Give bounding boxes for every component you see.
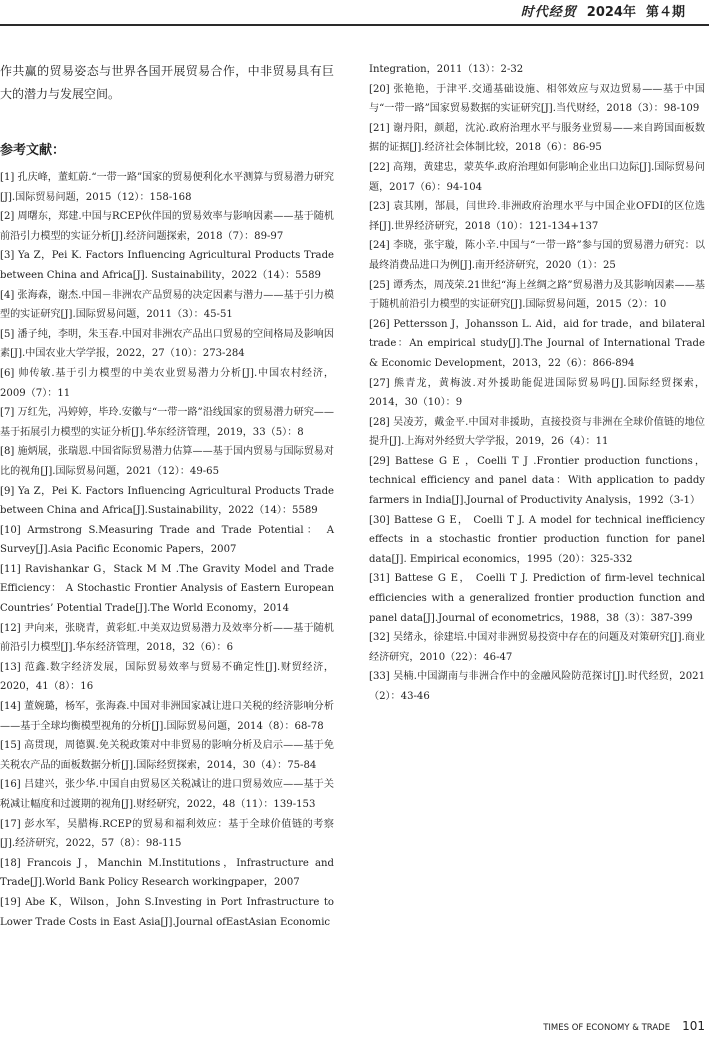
issue-number: 第４期 — [645, 4, 685, 20]
reference-item: [26] Pettersson J，Johansson L. Aid，aid for trade，and bilateral trade：An empirical study[J].The Journal of International Trade & Economic Development，2013，22（6）：866-894 — [369, 318, 705, 369]
reference-item: [1] 孔庆峰，董虹蔚.“一带一路”国家的贸易便利化水平测算与贸易潜力研究[J].国际贸易问题，2015（12）：158-168 — [0, 172, 334, 203]
page-number: 101 — [682, 1019, 705, 1033]
reference-item: [31] Battese G E， Coelli T J. Prediction of firm-level technical efficiencies with a generalized frontier production function and panel data[J].Journal of econometrics，1988，38（3）：387-399 — [369, 573, 705, 624]
reference-item: [21] 谢丹阳，颜超，沈沁.政府治理水平与服务业贸易——来自跨国面板数据的证据[J].经济社会体制比较，2018（6）：86-95 — [369, 122, 705, 154]
reference-item: Integration，2011（13）：2-32 — [369, 64, 524, 75]
reference-item: [24] 李晓，张宇璇，陈小辛.中国与“一带一路”参与国的贸易潜力研究：以最终消费品进口为例[J].南开经济研究，2020（1）：25 — [369, 240, 705, 271]
footer-journal-name: TIMES OF ECONOMY & TRADE — [543, 1023, 671, 1033]
reference-item: [30] Battese G E， Coelli T J. A model for technical inefficiency effects in a stochastic frontier production function for panel data[J]. Empirical economics，1995（20）：325-332 — [369, 514, 705, 565]
reference-item: [32] 吴绪永，徐建培.中国对非洲贸易投资中存在的问题及对策研究[J].商业经济研究，2010（22）：46-47 — [369, 632, 705, 663]
reference-item: [11] Ravishankar G，Stack M M .The Gravity Model and Trade Efficiency： A Stochastic Frontier Analysis of Eastern European Countries’ Potential Trade[J].The World Economy，2014 — [0, 563, 334, 615]
reference-item: [15] 高贯现，周德翼.免关税政策对中非贸易的影响分析及启示——基于免关税农产品的面板数据分析[J].国际经贸探索，2014，30（4）：75-84 — [0, 740, 334, 771]
reference-item: [14] 董婉璐，杨军，张海森.中国对非洲国家减让进口关税的经济影响分析——基于全球均衡模型视角的分析[J].国际贸易问题，2014（8）：68-78 — [0, 701, 334, 732]
reference-item: [8] 施炳展，张瑞恩.中国省际贸易潜力估算——基于国内贸易与国际贸易对比的视角[J].国际贸易问题，2021（12）：49-65 — [0, 446, 334, 477]
reference-item: [6] 帅传敏.基于引力模型的中美农业贸易潜力分析[J].中国农村经济，2009（7）：11 — [0, 367, 334, 399]
reference-item: [5] 潘子纯，李明，朱玉春.中国对非洲农产品出口贸易的空间格局及影响因素[J].中国农业大学学报，2022，27（10）：273-284 — [0, 328, 334, 360]
reference-item: [18] Francois J，Manchin M.Institutions，Infrastructure and Trade[J].World Bank Policy Research workingpaper，2007 — [0, 857, 334, 889]
reference-item: [2] 周曙东，郑建.中国与RCEP伙伴国的贸易效率与影响因素——基于随机前沿引力模型的实证分析[J].经济问题探索，2018（7）：89-97 — [0, 211, 334, 242]
reference-item: [13] 范鑫.数字经济发展，国际贸易效率与贸易不确定性[J].财贸经济，2020，41（8）：16 — [0, 661, 334, 693]
reference-item: [9] Ya Z，Pei K. Factors Influencing Agricultural Products Trade between China and Africa[J].Sustainability，2022（14）：5589 — [0, 485, 334, 517]
running-header — [521, 0, 685, 20]
reference-item: [3] Ya Z，Pei K. Factors Influencing Agricultural Products Trade between China and Africa[J]. Sustainability，2022（14）：5589 — [0, 250, 334, 281]
intro-paragraph: 作共赢的贸易姿态与世界各国开展贸易合作，中非贸易具有巨大的潜力与发展空间。 — [0, 64, 334, 101]
reference-item: [27] 熊青龙，黄梅波.对外援助能促进国际贸易吗[J].国际经贸探索，2014，30（10）：9 — [369, 377, 705, 409]
reference-item: [16] 吕建兴，张少华.中国自由贸易区关税减让的进口贸易效应——基于关税减让幅度和过渡期的视角[J].财经研究，2022，48（11）：139-153 — [0, 779, 334, 810]
right-reference-list — [369, 60, 705, 707]
reference-item: [28] 吴凌芳，戴金平.中国对非援助，直接投资与非洲在全球价值链的地位提升[J].上海对外经贸大学学报，2019，26（4）：11 — [369, 416, 705, 448]
reference-item: [19] Abe K，Wilson，John S.Investing in Port Infrastructure to Lower Trade Costs in East Asia[J].Journal ofEastAsian Economic — [0, 896, 334, 928]
reference-item: [4] 张海森，谢杰.中国－非洲农产品贸易的决定因素与潜力——基于引力模型的实证研究[J].国际贸易问题，2011（3）：45-51 — [0, 289, 334, 321]
header-rule — [0, 24, 709, 26]
reference-item: [7] 万红先，冯婷婷，毕玲.安徽与“一带一路”沿线国家的贸易潜力研究——基于拓展引力模型的实证分析[J].华东经济管理，2019，33（5）：8 — [0, 407, 334, 438]
reference-item: [29] Battese G E ，Coelli T J .Frontier production functions，technical efficiency and panel data：With application to paddy farmers in India[J].Journal of Productivity Analysis，1992（3-1） — [369, 455, 705, 507]
left-reference-list — [0, 168, 334, 932]
reference-item: [25] 谭秀杰，周茂荣.21世纪“海上丝绸之路”贸易潜力及其影响因素——基于随机前沿引力模型的实证研究[J].国际贸易问题，2015（2）：10 — [369, 279, 705, 311]
references-heading: 参考文献： — [0, 143, 66, 158]
left-column — [0, 60, 334, 932]
issue-year: 2024年 — [586, 4, 636, 20]
reference-item: [17] 彭水军，吴腊梅.RCEP的贸易和福利效应：基于全球价值链的考察[J].经济研究，2022，57（8）：98-115 — [0, 818, 334, 850]
journal-brand: 时代经贸 — [520, 4, 577, 20]
reference-item: [22] 高翔，黄建忠，蒙英华.政府治理如何影响企业出口边际[J].国际贸易问题，2017（6）：94-104 — [369, 161, 705, 193]
page-footer — [543, 1019, 705, 1033]
reference-item: [33] 吴楠.中国湖南与非洲合作中的金融风险防范探讨[J].时代经贸，2021（2）：43-46 — [369, 671, 705, 702]
reference-item: [10] Armstrong S.Measuring Trade and Trade Potential： A Survey[J].Asia Pacific Economic Papers，2007 — [0, 524, 334, 556]
right-column — [369, 60, 705, 707]
reference-item: [23] 袁其刚，郜晨，闫世玲.非洲政府治理水平与中国企业OFDI的区位选择[J].世界经济研究，2018（10）：121-134+137 — [369, 201, 705, 232]
reference-item: [12] 尹向来，张晓青，黄彩虹.中美双边贸易潜力及效率分析——基于随机前沿引力模型[J].华东经济管理，2018，32（6）：6 — [0, 622, 334, 654]
reference-item: [20] 张艳艳，于津平.交通基础设施、相邻效应与双边贸易——基于中国与“一带一路”国家贸易数据的实证研究[J].当代财经，2018（3）：98-109 — [369, 83, 705, 115]
